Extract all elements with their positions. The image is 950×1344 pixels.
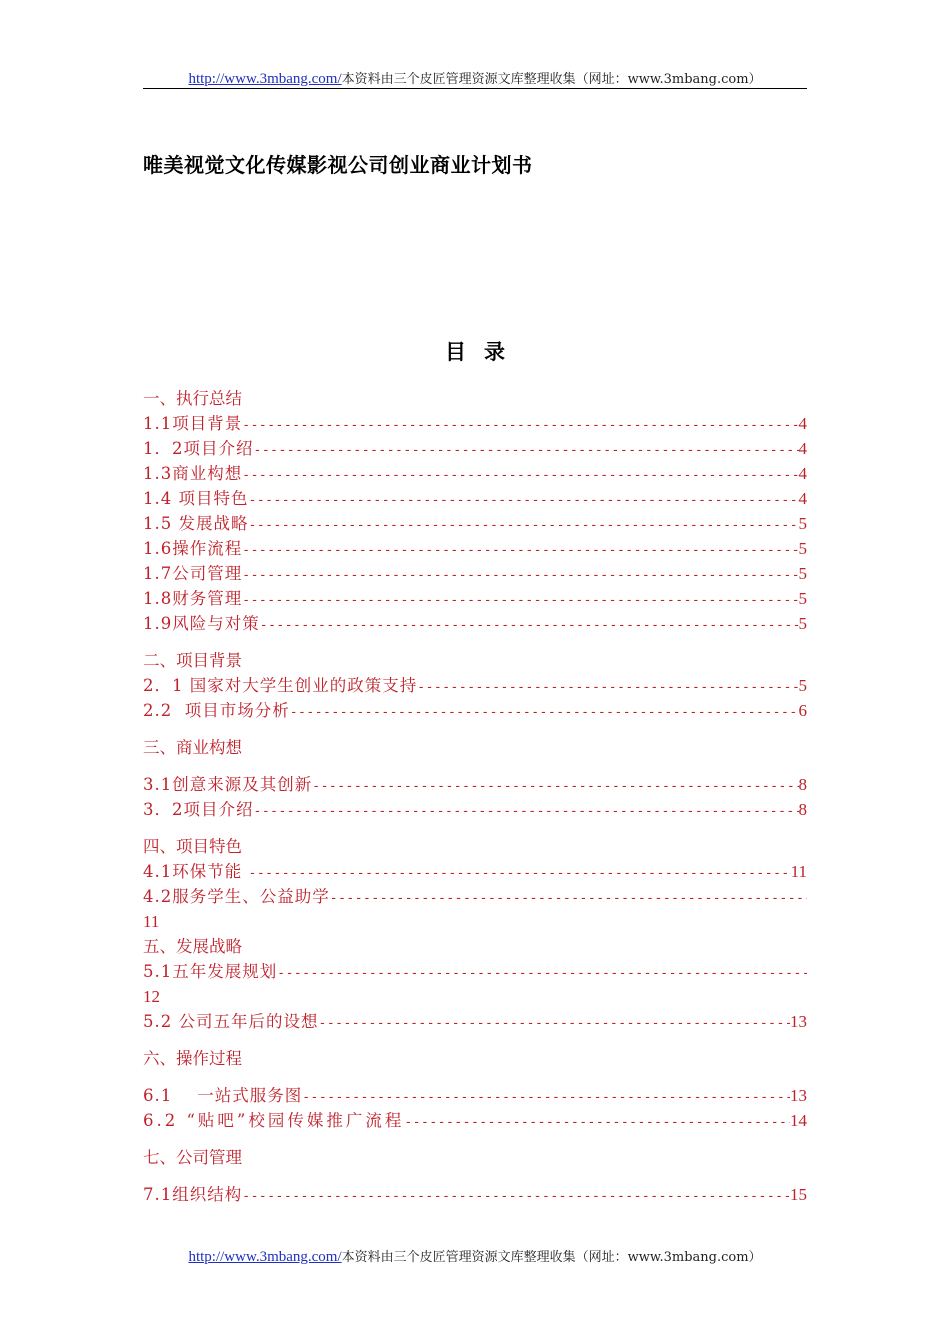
toc-page-number: 11 (790, 862, 807, 881)
toc-entry-label: 6.2 “贴吧”校园传媒推广流程 (143, 1111, 405, 1130)
table-of-contents (143, 386, 807, 1207)
toc-entry-label: 1.5 发展战略 (143, 514, 249, 533)
toc-entry[interactable] (143, 436, 807, 461)
toc-leader (242, 538, 798, 563)
toc-section-heading: 六、操作过程 (143, 1049, 242, 1068)
toc-page-number: 5 (798, 589, 807, 608)
toc-page-number: 12 (143, 987, 160, 1006)
toc-entry[interactable] (143, 959, 807, 984)
document-title: 唯美视觉文化传媒影视公司创业商业计划书 (143, 153, 533, 177)
toc-section-heading: 七、公司管理 (143, 1148, 242, 1167)
toc-entry-label: 1.3商业构想 (143, 464, 243, 483)
toc-entry[interactable] (143, 884, 807, 909)
toc-leader (242, 1184, 790, 1209)
toc-section-heading: 二、项目背景 (143, 651, 242, 670)
toc-leader (312, 774, 798, 799)
footer-link[interactable]: http://www.3mbang.com/ (188, 1249, 342, 1265)
toc-entry-label: 3.1创意来源及其创新 (143, 775, 313, 794)
toc-title: 目录 (445, 340, 523, 364)
toc-entry[interactable] (143, 461, 807, 486)
toc-leader (249, 488, 799, 513)
toc-entry[interactable] (143, 859, 807, 884)
toc-entry[interactable] (143, 561, 807, 586)
toc-entry[interactable] (143, 698, 807, 723)
toc-entry[interactable] (143, 1009, 807, 1034)
toc-page-number: 13 (790, 1012, 807, 1031)
toc-page-number: 5 (798, 514, 807, 533)
toc-entry[interactable] (143, 611, 807, 636)
toc-page-number: 4 (798, 489, 807, 508)
toc-entry[interactable] (143, 1108, 807, 1133)
toc-leader (242, 563, 798, 588)
toc-entry[interactable] (143, 411, 807, 436)
toc-entry[interactable] (143, 586, 807, 611)
toc-page-number: 4 (798, 414, 807, 433)
toc-leader (242, 463, 798, 488)
toc-page-number: 5 (798, 676, 807, 695)
toc-page-number: 6 (798, 701, 807, 720)
toc-leader (249, 861, 791, 886)
toc-entry-label: 7.1组织结构 (143, 1185, 243, 1204)
toc-leader (277, 961, 807, 986)
toc-section-heading: 一、执行总结 (143, 389, 242, 408)
toc-entry[interactable] (143, 1083, 807, 1108)
toc-entry-label: 4.1环保节能 (143, 862, 249, 881)
toc-page-number: 5 (798, 539, 807, 558)
toc-entry-label: 1.4 项目特色 (143, 489, 249, 508)
toc-entry[interactable] (143, 1182, 807, 1207)
page-header (0, 68, 950, 88)
toc-entry-label: 4.2服务学生、公益助学 (143, 887, 330, 906)
toc-leader (319, 1011, 791, 1036)
toc-page-number: 4 (798, 439, 807, 458)
toc-entry-label: 1.7公司管理 (143, 564, 243, 583)
toc-page-number: 8 (798, 800, 807, 819)
toc-section-heading: 四、项目特色 (143, 837, 242, 856)
toc-entry[interactable] (143, 673, 807, 698)
toc-page-number: 13 (790, 1086, 807, 1105)
page-footer (0, 1246, 950, 1266)
toc-leader (260, 613, 799, 638)
toc-entry-label: 1．2项目介绍 (143, 439, 254, 458)
toc-leader (404, 1110, 790, 1135)
toc-page-number: 5 (798, 564, 807, 583)
toc-page-number: 14 (790, 1111, 807, 1130)
toc-page-number: 11 (143, 912, 160, 931)
toc-leader (242, 413, 798, 438)
toc-page-number: 5 (798, 614, 807, 633)
toc-leader (254, 799, 799, 824)
header-rule (143, 88, 807, 89)
toc-section-heading: 五、发展战略 (143, 937, 242, 956)
toc-leader (254, 438, 799, 463)
toc-entry[interactable] (143, 772, 807, 797)
toc-leader (242, 588, 798, 613)
toc-entry[interactable] (143, 511, 807, 536)
toc-page-number: 4 (798, 464, 807, 483)
toc-leader (302, 1085, 790, 1110)
footer-text: 本资料由三个皮匠管理资源文库整理收集（网址：www.3mbang.com） (341, 1250, 762, 1265)
toc-entry-label: 1.1项目背景 (143, 414, 243, 433)
toc-leader (290, 700, 799, 725)
toc-entry[interactable] (143, 797, 807, 822)
toc-entry-label: 6.1 一站式服务图 (143, 1086, 303, 1105)
toc-entry-label: 2.2 项目市场分析 (143, 701, 290, 720)
toc-leader (417, 675, 798, 700)
toc-entry-label: 5.1五年发展规划 (143, 962, 278, 981)
toc-leader (330, 886, 807, 911)
toc-section-heading: 三、商业构想 (143, 738, 242, 757)
toc-entry-label: 2．1 国家对大学生创业的政策支持 (143, 676, 418, 695)
toc-entry[interactable] (143, 536, 807, 561)
toc-entry-label: 1.9风险与对策 (143, 614, 260, 633)
toc-entry-label: 5.2 公司五年后的设想 (143, 1012, 319, 1031)
toc-leader (249, 513, 799, 538)
header-text: 本资料由三个皮匠管理资源文库整理收集（网址：www.3mbang.com） (341, 72, 762, 87)
header-link[interactable]: http://www.3mbang.com/ (188, 71, 342, 87)
toc-entry-label: 1.6操作流程 (143, 539, 243, 558)
toc-entry-label: 3．2项目介绍 (143, 800, 254, 819)
toc-page-number: 15 (790, 1185, 807, 1204)
toc-entry[interactable] (143, 486, 807, 511)
toc-entry-label: 1.8财务管理 (143, 589, 243, 608)
toc-page-number: 8 (798, 775, 807, 794)
